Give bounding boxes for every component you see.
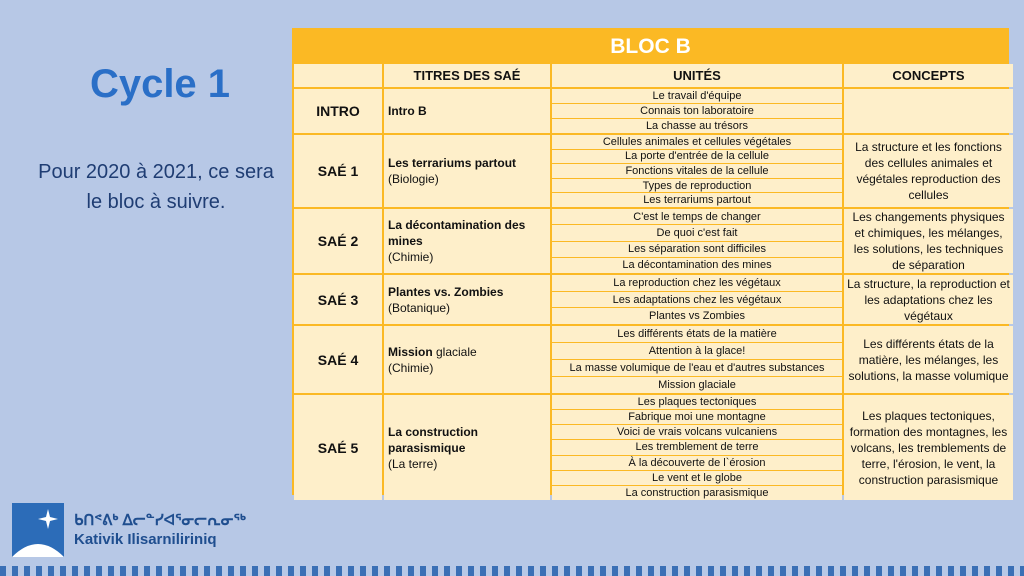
sae-label: SAÉ 5 <box>294 395 382 500</box>
sae-domain: (Chimie) <box>388 250 434 264</box>
header-blank <box>294 64 382 87</box>
unit-item: Les terrariums partout <box>643 194 751 207</box>
sae-title <box>388 284 550 300</box>
unit-item: Voici de vrais volcans vulcaniens <box>552 425 842 440</box>
concept-cell: La structure et les fonctions des cellules animales et végétales reproduction des cellules <box>844 135 1013 207</box>
sae-title <box>388 103 550 119</box>
sae-title <box>388 217 550 249</box>
sae-title-bold: Mission <box>388 344 433 359</box>
unit-item: La décontamination des mines <box>622 259 772 272</box>
sae-label: SAÉ 2 <box>294 209 382 273</box>
header-units: UNITÉS <box>552 64 842 87</box>
logo-syllabics: ᑲᑎᕝᕕᒃ ᐃᓕᓐᓯᐊᕐᓂᓕᕆᓂᖅ <box>74 512 246 529</box>
units-cell <box>552 326 842 393</box>
slide-subtitle: Pour 2020 à 2021, ce sera le bloc à suivre. <box>38 161 274 213</box>
unit-item: Les adaptations chez les végétaux <box>552 292 842 309</box>
sae-title <box>388 155 550 171</box>
header-titles: TITRES DES SAÉ <box>384 64 550 87</box>
unit-item: Le vent et le globe <box>552 471 842 486</box>
sae-title-rest: glaciale <box>432 344 477 359</box>
sae-label: SAÉ 1 <box>294 135 382 207</box>
sae-domain: (Botanique) <box>388 300 451 315</box>
unit-item: À la découverte de l`érosion <box>552 456 842 471</box>
unit-item: Fonctions vitales de la cellule <box>552 164 842 179</box>
bloc-table <box>292 28 1010 499</box>
sae-label: SAÉ 3 <box>294 275 382 324</box>
sae-title <box>388 344 550 360</box>
unit-item: Types de reproduction <box>552 179 842 194</box>
sae-title-cell <box>384 275 550 324</box>
star-horizon-icon <box>12 503 64 557</box>
units-cell <box>552 209 842 273</box>
unit-item: C'est le temps de changer <box>552 209 842 225</box>
sae-label: SAÉ 4 <box>294 326 382 393</box>
logo-name: Kativik Ilisarniliriniq <box>74 531 217 548</box>
unit-item: De quoi c'est fait <box>552 225 842 241</box>
concept-cell: Les différents états de la matière, les mélanges, les solutions, la masse volumique <box>844 326 1013 393</box>
unit-item: Fabrique moi une montagne <box>552 410 842 425</box>
concept-cell: La structure, la reproduction et les adaptations chez les végétaux <box>844 275 1013 324</box>
unit-item: Le travail d'équipe <box>552 89 842 104</box>
unit-item: La reproduction chez les végétaux <box>552 275 842 292</box>
unit-item: La construction parasismique <box>625 486 769 499</box>
unit-item: Les plaques tectoniques <box>552 395 842 410</box>
unit-item: Cellules animales et cellules végétales <box>552 135 842 150</box>
sae-title-bold: La construction parasismique <box>388 424 479 455</box>
units-cell <box>552 89 842 133</box>
unit-item: Les tremblement de terre <box>552 440 842 455</box>
sae-title-bold: La décontamination des mines <box>388 218 526 248</box>
sae-title-cell <box>384 326 550 393</box>
units-cell <box>552 135 842 207</box>
units-cell <box>552 395 842 500</box>
sae-title-cell <box>384 135 550 207</box>
sae-domain: (Biologie) <box>388 172 439 186</box>
sae-label: INTRO <box>294 89 382 133</box>
concept-cell <box>844 89 1013 133</box>
header-concepts: CONCEPTS <box>844 64 1013 87</box>
sae-title-cell <box>384 395 550 500</box>
sae-title-bold: Intro B <box>388 104 427 118</box>
unit-item: La masse volumique de l'eau et d'autres substances <box>552 360 842 377</box>
unit-item: Attention à la glace! <box>552 343 842 360</box>
sae-domain: (Chimie) <box>388 360 434 375</box>
slide-title: Cycle 1 <box>89 62 231 106</box>
sae-title-cell <box>384 209 550 273</box>
sae-title <box>388 424 550 456</box>
bottom-band <box>0 566 1024 576</box>
concept-cell: Les changements physiques et chimiques, les mélanges, les solutions, les techniques de séparation <box>844 209 1013 273</box>
unit-item: Les séparation sont difficiles <box>552 242 842 258</box>
unit-item: Mission glaciale <box>658 379 736 391</box>
kativik-logo <box>12 503 246 557</box>
unit-item: La porte d'entrée de la cellule <box>552 150 842 165</box>
unit-item: Plantes vs Zombies <box>649 310 745 323</box>
sae-title-bold: Plantes vs. Zombies <box>388 284 504 299</box>
unit-item: Connais ton laboratoire <box>552 104 842 119</box>
sae-domain: (La terre) <box>388 456 438 471</box>
sae-title-bold: Les terrariums partout <box>388 156 517 170</box>
table-title: BLOC B <box>610 35 691 58</box>
sae-title-cell <box>384 89 550 133</box>
units-cell <box>552 275 842 324</box>
unit-item: Les différents états de la matière <box>552 326 842 343</box>
table-grid <box>294 64 1010 500</box>
concept-cell: Les plaques tectoniques, formation des montagnes, les volcans, les tremblements de terre, l'érosion, le vent, la construction parasismique <box>844 395 1013 500</box>
unit-item: La chasse au trésors <box>645 120 749 132</box>
